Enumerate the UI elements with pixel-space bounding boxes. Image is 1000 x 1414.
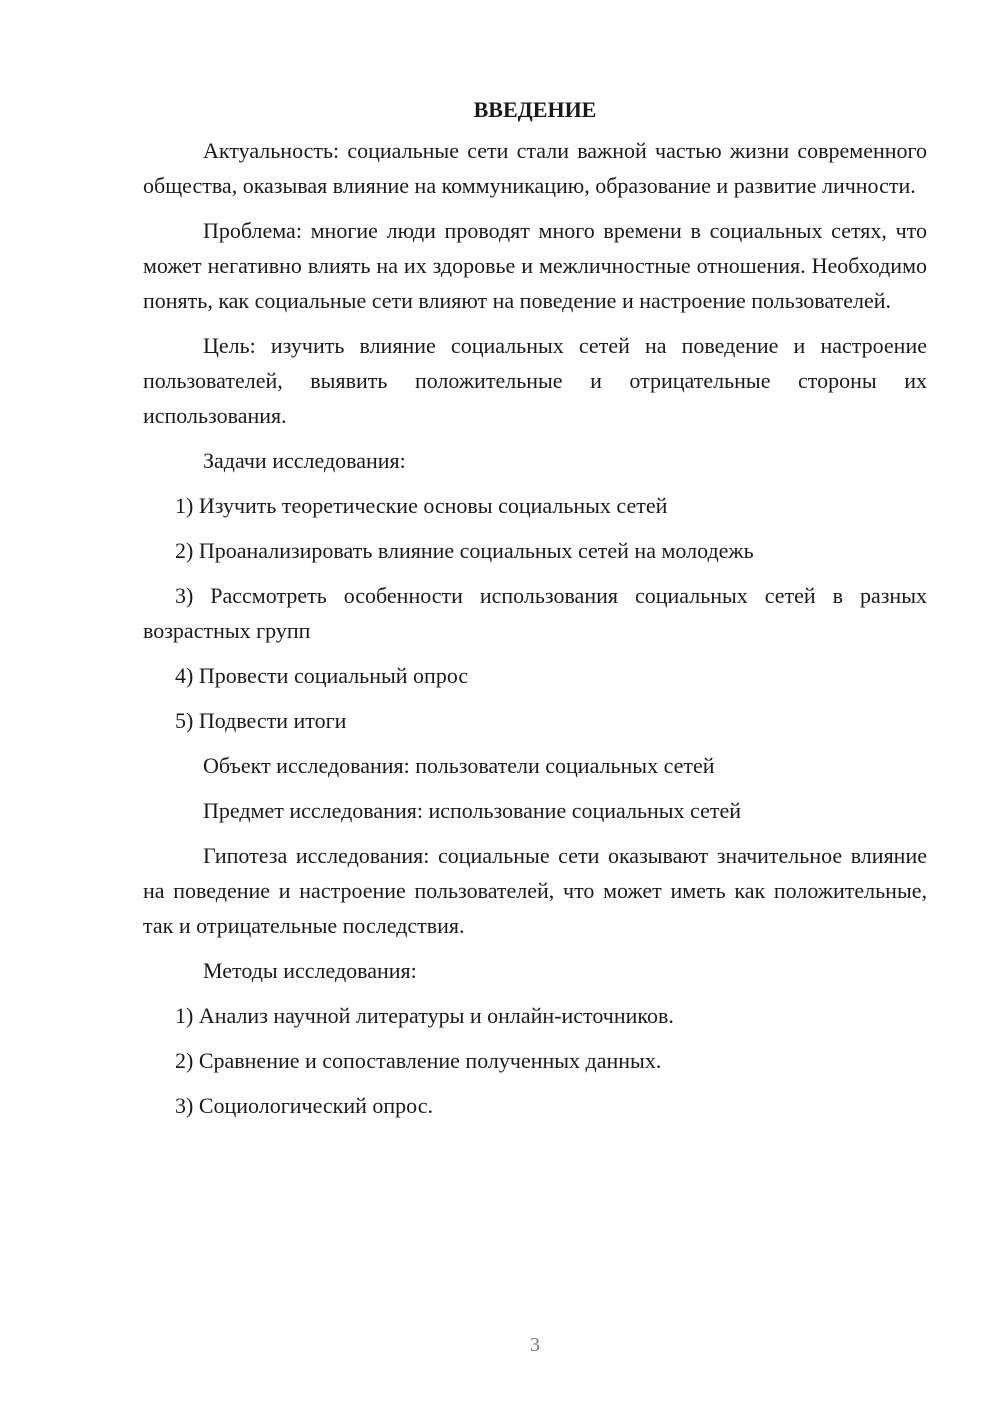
paragraph-subject: Предмет исследования: использование социальных сетей bbox=[203, 798, 742, 823]
method-item-2: 2) Сравнение и сопоставление полученных данных. bbox=[175, 1048, 662, 1073]
task-item-3: 3) Рассмотреть особенности использования социальных сетей в разных возрастных групп bbox=[143, 583, 927, 643]
task-item-4: 4) Провести социальный опрос bbox=[175, 663, 469, 688]
paragraph-methods-heading: Методы исследования: bbox=[203, 958, 417, 983]
method-item-3: 3) Социологический опрос. bbox=[175, 1093, 433, 1118]
paragraph-relevance: Актуальность: социальные сети стали важной частью жизни современного общества, оказывая влияние на коммуникацию, образование и развитие личности. bbox=[143, 138, 927, 198]
section-title: ВВЕДЕНИЕ bbox=[473, 97, 597, 122]
task-item-1: 1) Изучить теоретические основы социальных сетей bbox=[175, 493, 668, 518]
paragraph-goal: Цель: изучить влияние социальных сетей на поведение и настроение пользователей, выявить положительные и отрицательные стороны их использования. bbox=[143, 333, 927, 428]
paragraph-tasks-heading: Задачи исследования: bbox=[203, 448, 406, 473]
page-content bbox=[143, 92, 927, 1133]
method-item-1: 1) Анализ научной литературы и онлайн-источников. bbox=[175, 1003, 674, 1028]
paragraph-object: Объект исследования: пользователи социальных сетей bbox=[203, 753, 715, 778]
task-item-2: 2) Проанализировать влияние социальных сетей на молодежь bbox=[175, 538, 754, 563]
page-number: 3 bbox=[530, 1334, 540, 1356]
paragraph-problem: Проблема: многие люди проводят много времени в социальных сетях, что может негативно влиять на их здоровье и межличностные отношения. Необходимо понять, как социальные сети влияют на поведение и настроение пользователей. bbox=[143, 218, 927, 313]
paragraph-hypothesis: Гипотеза исследования: социальные сети оказывают значительное влияние на поведение и настроение пользователей, что может иметь как положительные, так и отрицательные последствия. bbox=[143, 843, 927, 938]
task-item-5: 5) Подвести итоги bbox=[175, 708, 347, 733]
